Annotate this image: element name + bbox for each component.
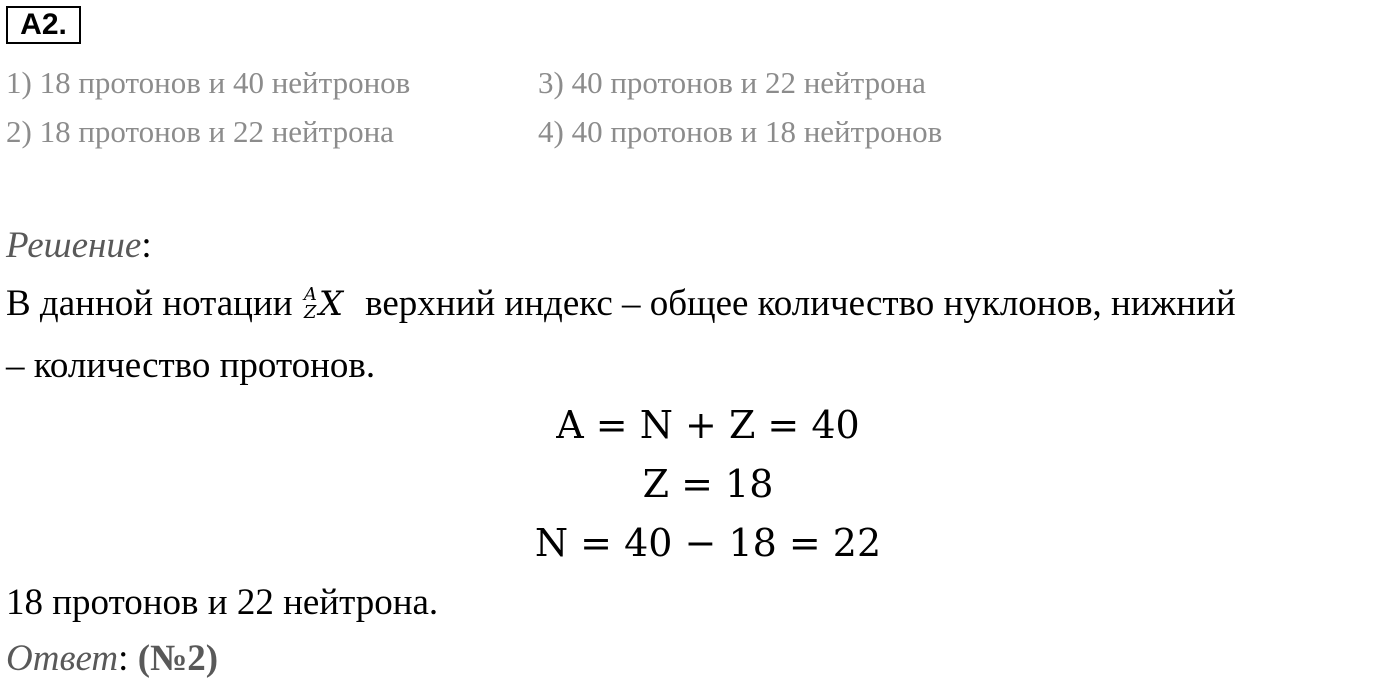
solution-paragraph-line-1 bbox=[6, 283, 1236, 325]
solution-conclusion: 18 протонов и 22 нейтрона. bbox=[6, 582, 439, 623]
nuclide-notation bbox=[302, 283, 356, 325]
solution-paragraph-line-2: – количество протонов. bbox=[6, 345, 376, 386]
answer-option-2: 2) 18 протонов и 22 нейтрона bbox=[6, 114, 394, 149]
answer-value: (№2) bbox=[137, 638, 219, 679]
paragraph-text-after-notation: верхний индекс – общее количество нуклонов, нижний bbox=[355, 283, 1236, 324]
answer-line bbox=[6, 638, 218, 680]
equation-neutron-count: N = 40 − 18 = 22 bbox=[534, 521, 882, 565]
equation-mass-number: A = N + Z = 40 bbox=[556, 403, 860, 447]
notation-atomic-number: Z bbox=[303, 302, 317, 323]
solution-heading bbox=[6, 225, 152, 267]
answer-colon: : bbox=[118, 638, 138, 679]
answer-label: Ответ bbox=[6, 638, 119, 679]
equation-proton-count: Z = 18 bbox=[642, 462, 774, 506]
answer-option-4: 4) 40 протонов и 18 нейтронов bbox=[538, 114, 943, 149]
notation-symbol: X bbox=[318, 284, 344, 324]
solution-heading-colon: : bbox=[141, 225, 152, 266]
notation-mass-number: A bbox=[303, 284, 317, 305]
paragraph-text-before-notation: В данной нотации bbox=[6, 283, 302, 324]
answer-option-1: 1) 18 протонов и 40 нейтронов bbox=[6, 65, 411, 100]
problem-number-label: А2. bbox=[6, 6, 81, 44]
solution-heading-label: Решение bbox=[6, 225, 142, 266]
answer-option-3: 3) 40 протонов и 22 нейтрона bbox=[538, 65, 926, 100]
